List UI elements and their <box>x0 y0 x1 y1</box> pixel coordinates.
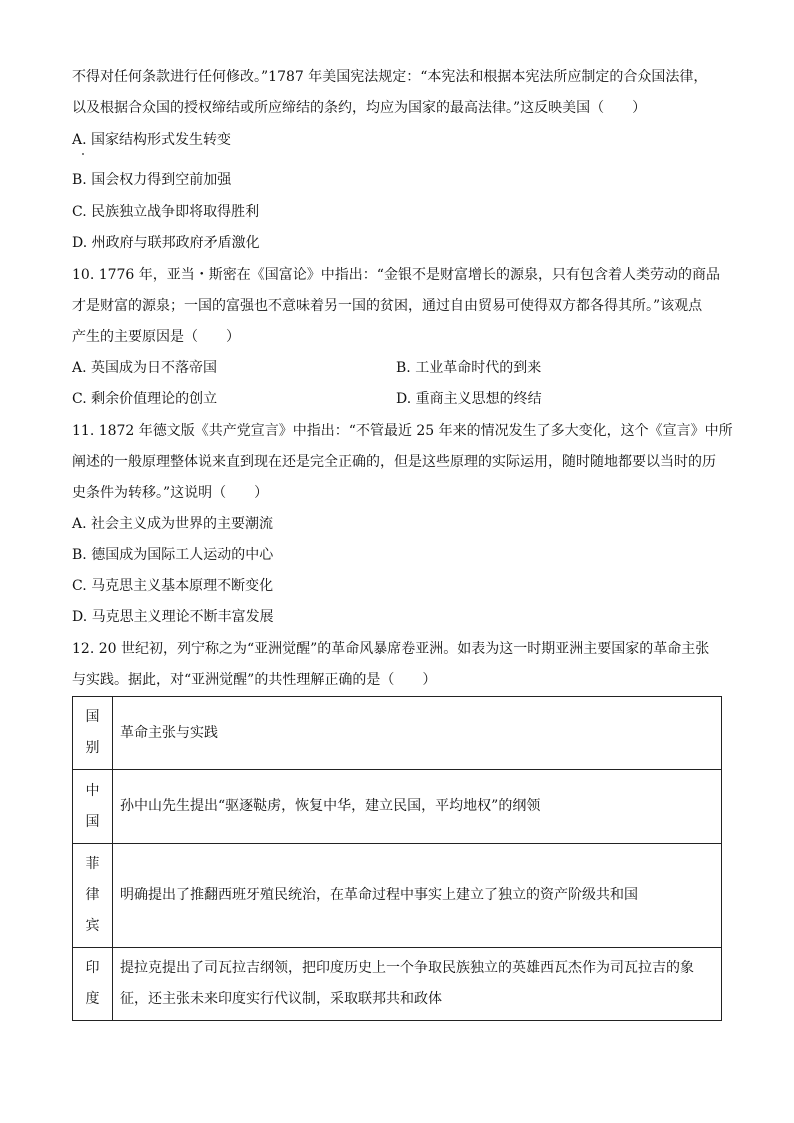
q11-stem-line-3: 史条件为转移。”这说明（ ） <box>72 485 269 501</box>
q11-option-b[interactable]: B. 德国成为国际工人运动的中心 <box>72 547 274 563</box>
q10-option-a[interactable]: A. 英国成为日不落帝国 <box>72 360 218 376</box>
content-line: 征，还主张未来印度实行代议制，采取联邦共和政体 <box>120 991 442 1007</box>
q9-option-a[interactable]: A. 国家结构形式发生转变 <box>72 132 232 148</box>
q11-option-a[interactable]: A. 社会主义成为世界的主要潮流 <box>72 516 274 532</box>
q10-stem-line-3: 产生的主要原因是（ ） <box>72 329 240 345</box>
q11-stem-line-1: 11. 1872 年德文版《共产党宣言》中指出：“不管最近 25 年来的情况发生了多大变化，这个《宣言》中所 <box>72 423 733 439</box>
q12-stem-line-2: 与实践。据此，对“亚洲觉醒”的共性理解正确的是（ ） <box>72 672 437 688</box>
content-cell-philippines <box>113 844 722 948</box>
country-cell-china <box>73 770 113 844</box>
header-country-char: 别 <box>85 740 100 756</box>
q10-stem-line-2: 才是财富的源泉；一国的富强也不意味着另一国的贫困，通过自由贸易可使得双方都各得其所。”该观点 <box>72 298 703 314</box>
q11-option-d[interactable]: D. 马克思主义理论不断丰富发展 <box>72 609 274 625</box>
country-char: 中 <box>85 782 100 799</box>
country-char: 律 <box>85 887 100 903</box>
country-char: 度 <box>85 991 100 1007</box>
country-char: 国 <box>85 813 100 830</box>
q10-option-c[interactable]: C. 剩余价值理论的创立 <box>72 391 218 407</box>
q9-option-d[interactable]: D. 州政府与联邦政府矛盾激化 <box>72 235 260 251</box>
content-line: 明确提出了推翻西班牙殖民统治，在革命过程中事实上建立了独立的资产阶级共和国 <box>120 887 638 903</box>
country-char: 印 <box>85 960 100 976</box>
header-content-text: 革命主张与实践 <box>120 724 218 741</box>
q10-option-d[interactable]: D. 重商主义思想的终结 <box>396 391 542 407</box>
q11-option-c[interactable]: C. 马克思主义基本原理不断变化 <box>72 578 274 594</box>
header-country-char: 国 <box>85 709 100 725</box>
q9-option-b[interactable]: B. 国会权力得到空前加强 <box>72 172 232 188</box>
country-cell-india <box>73 948 113 1021</box>
q11-stem-line-2: 阐述的一般原理整体说来直到现在还是完全正确的，但是这些原理的实际运用，随时随地都要以当时的历 <box>72 454 716 470</box>
table-header-row <box>73 697 722 770</box>
country-char: 宾 <box>85 918 100 934</box>
table-row <box>73 844 722 948</box>
country-char: 菲 <box>85 856 100 872</box>
scan-dot <box>82 153 84 155</box>
content-cell-china <box>113 770 722 844</box>
q9-option-c[interactable]: C. 民族独立战争即将取得胜利 <box>72 204 260 220</box>
content-line: 提拉克提出了司瓦拉吉纲领，把印度历史上一个争取民族独立的英雄西瓦杰作为司瓦拉吉的象 <box>120 960 694 976</box>
q9-stem-line-2: 以及根据合众国的授权缔结或所应缔结的条约，均应为国家的最高法律。”这反映美国（ ） <box>72 100 647 116</box>
q12-stem-line-1: 12. 20 世纪初，列宁称之为“亚洲觉醒”的革命风暴席卷亚洲。如表为这一时期亚洲主要国家的革命主张 <box>72 641 710 657</box>
content-line: 孙中山先生提出“驱逐鞑虏，恢复中华，建立民国，平均地权”的纲领 <box>120 798 541 814</box>
table-row <box>73 948 722 1021</box>
q10-stem-line-1: 10. 1776 年，亚当・斯密在《国富论》中指出：“金银不是财富增长的源泉，只有包含着人类劳动的商品 <box>72 267 720 283</box>
q10-option-b[interactable]: B. 工业革命时代的到来 <box>396 360 542 376</box>
country-cell-philippines <box>73 844 113 948</box>
q9-stem-line-1: 不得对任何条款进行任何修改。”1787 年美国宪法规定：“本宪法和根据本宪法所应制定的合众国法律， <box>72 69 708 85</box>
header-content-cell <box>113 697 722 770</box>
content-cell-india <box>113 948 722 1021</box>
header-country-cell <box>73 697 113 770</box>
table-row <box>73 770 722 844</box>
revolution-table <box>72 696 722 1021</box>
